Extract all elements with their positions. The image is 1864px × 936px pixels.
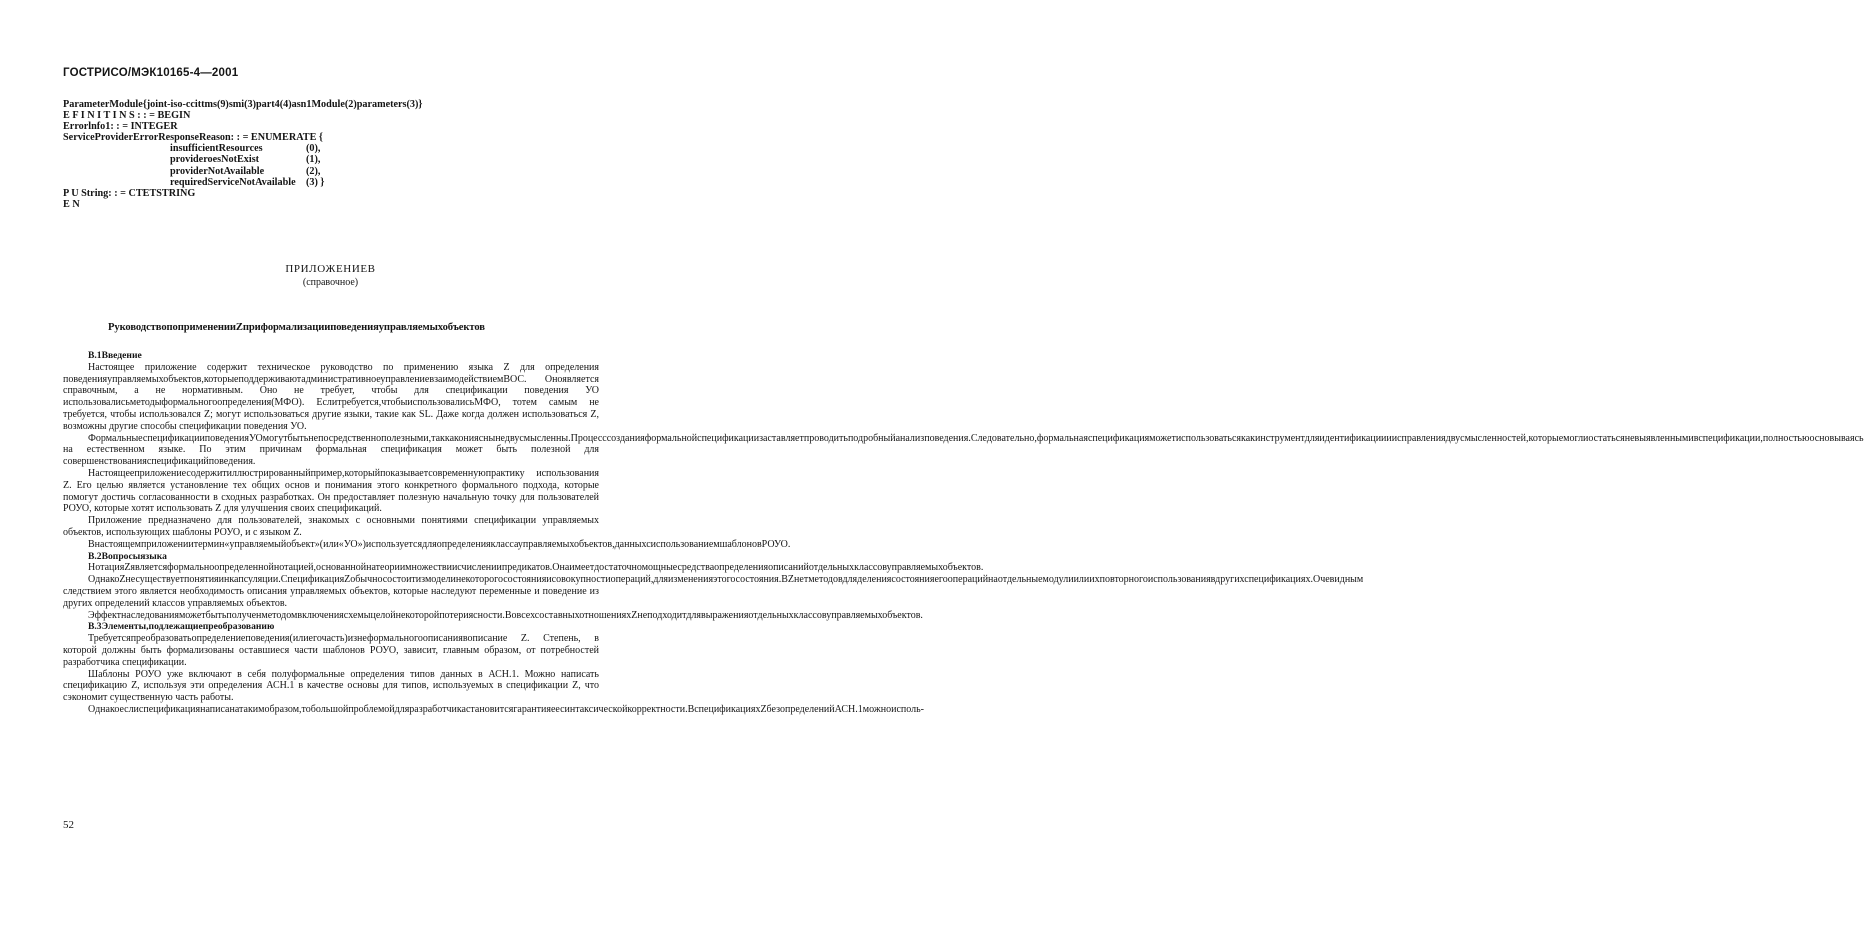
enum-name: provideroesNotExist [170,154,260,166]
appendix-title: ПРИЛОЖЕНИЕВ [285,263,376,275]
asn1-code-block [63,99,603,210]
paragraph: ОднакоZнесуществуетпонятияинкапсуляции.СпецификацияZобычносостоитизмоделинекоторогосостоянияисовокупностиопераций,дляизмененияэтогосостояния.BZнетметодовдляделениясостоянияегооперацийнаотдельныемодулиилиихповторногоиспользованиявдругихспецификациях.Очевидным следствием этого является необходимость описания управляемых объектов, которые наследуют переменные и поведение из других определений классов управляемых объектов. [63,574,1364,609]
section-title: В.1Введение [88,350,142,361]
enum-value: (2), [306,165,321,177]
enum-item [63,177,603,188]
paragraph: Настоящееприложениесодержитиллюстрированныйпример,которыйпоказываетсовременнуюпрактику использования Z. Его целью является установление тех общих основ и понимания этого конкретного формального подхода, которые помогут достичь согласованности в сходных разработках. Он предоставляет полезную начальную точку для пользователей РОУО, которые хотят использовать Z для улучшения своих спецификаций. [63,467,599,515]
paragraph: НотацияZявляетсяформальноопределеннойнотацией,основаннойнатеориимножествиисчислениипредикатов.Онаимеетдостаточномощныесредстваопределенияописанийотдельныхклассовуправляемыхобъектов. [88,562,984,574]
standard-header: ГОСТРИСО/МЭК10165-4—2001 [63,67,239,79]
code-line: ParameterModule{joint-iso-ccittms(9)smi(3)part4(4)asn1Module(2)parameters(3)} [63,99,423,110]
code-line: E F I N I T I N S : : = BEGIN [63,110,191,122]
document-body [63,350,1864,716]
page-number: 52 [63,819,74,831]
paragraph: ФормальныеспецификацииповеденияУОмогутбытьнепосредственнополезными,таккаконияснынедвусмысленны.Процесссозданияформальнойспецификациизаставляетпроводитьподробныйанализповедения.Следовательно,формальнаяспецификацияможетиспользоватьсякакинструментдляидентификациииисправлениядвусмысленностей,которыемоглиостатьсяневыявленнымивспецификации,полностьюосновываясь на естественном языке. По этим причинам формальная спецификация может быть полезной для совершенствованияспецификацийповедения. [63,432,1864,468]
paragraph: Настоящее приложение содержит техническое руководство по применению языка Z для определения поведенияуправляемыхобъектов,которыеподдерживаютадминистративноеуправлениевзаимодействиемВОС. Оноявляется справочным, а не нормативным. Оно не требует, чтобы для спецификации поведения УО использовалисьметодыформальногоопределения(МФО). Еслитребуется,чтобыиспользовалисьМФО, тотем самым не требуется, чтобы использовался Z; могут использоваться другие языки, такие как SL. Даже когда должен использоваться Z, возможны другие способы спецификации поведения УО. [63,361,599,432]
enum-value: (0), [306,143,321,155]
enum-name: providerNotAvailable [170,165,265,177]
code-line: E N [63,198,80,210]
enum-item [63,143,603,154]
appendix-heading: РуководствопопримененииZприформализацииповеденияуправляемыхобъектов [108,322,485,333]
paragraph: Приложение предназначено для пользователей, знакомых с основными понятиями спецификации управляемых объектов, использующих шаблоны РОУО, и с языком Z. [63,515,599,538]
paragraph: Однакоеслиспецификациянаписанатакимобразом,тобольшойпроблемойдляразработчикастановитсягарантияеесинтаксическойкорректности.ВспецификацияхZбезопределенийАСН.1можноисполь- [88,703,924,715]
paragraph: Требуетсяпреобразоватьопределениеповедения(илиегочасть)изнеформальногоописаниявописание Z. Степень, в которой должны быть формализованы оставшиеся части шаблонов РОУО, зависит, главным образом, от потребностей разработчика спецификации. [63,633,599,668]
code-line: ServiceProviderErrorResponseReason: : = ENUMERATE { [63,132,323,144]
section-title: В.2Вопросыязыка [88,550,167,562]
enum-item [63,166,603,177]
enum-name: insufficientResources [170,143,263,155]
enum-item [63,154,603,165]
code-line: Errorlnfo1: : = INTEGER [63,121,178,133]
enum-value: (3) } [306,176,325,188]
enum-value: (1), [306,154,321,166]
code-line: P U String: : = CTETSTRING [63,187,196,199]
paragraph: Эффектнаследованияможетбытьполученметодомвключенияcхемыцелойнекоторойпотериясности.ВовсехсоставныхотношенияхZнеподходитдлявыраженияотдельныхклассовуправляемыхобъектов. [88,609,923,621]
paragraph: Внастоящемприложениитермин«управляемыйобъект»(или«УО»)используетсядляопределенияклассауправляемыхобъектов,данныхсиспользованиемшаблоновРОУО. [88,538,791,550]
section-title: В.3Элементы,подлежащиепреобразованию [88,621,275,633]
appendix-subtitle: (справочное) [302,277,359,288]
enum-name: requiredServiceNotAvailable [170,176,296,188]
paragraph: Шаблоны РОУО уже включают в себя полуформальные определения типов данных в АСН.1. Можно написать спецификацию Z, используя эти определения АСН.1 в качестве основы для типов, используемых в спецификации Z, что сэкономит существенную часть работы. [63,668,599,704]
